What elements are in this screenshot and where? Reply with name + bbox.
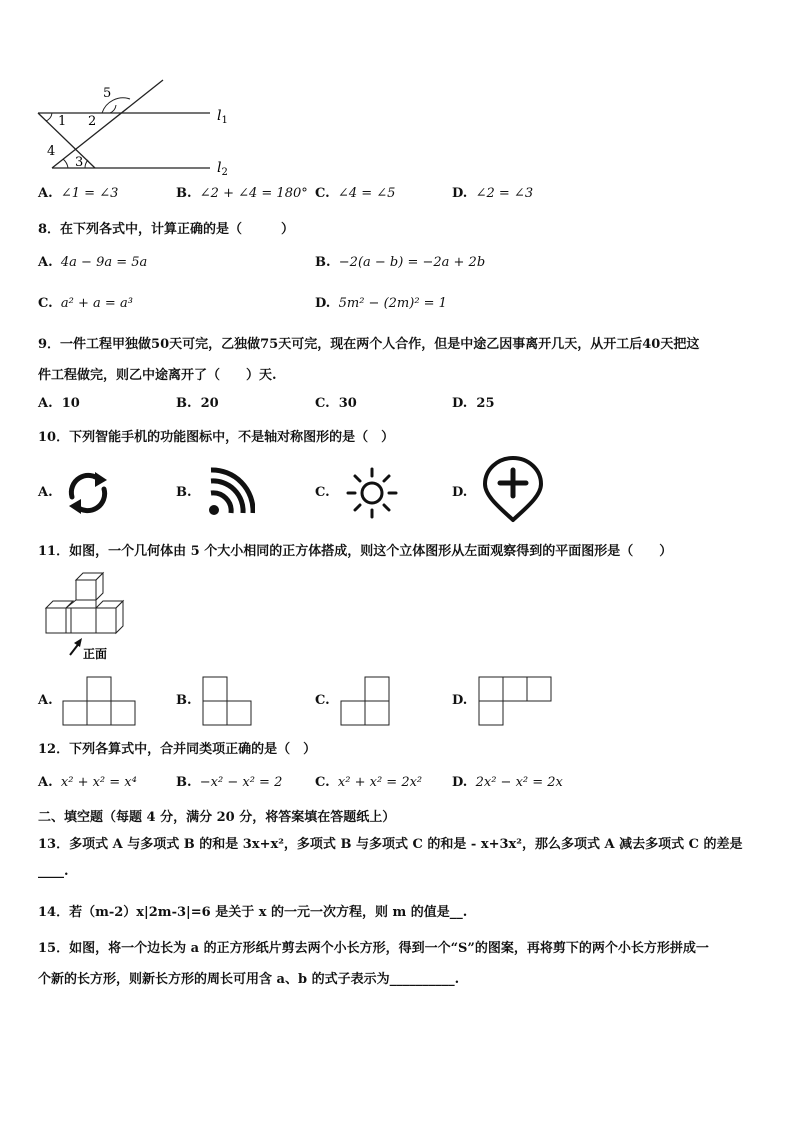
q7-option-a[interactable]: A. ∠1 = ∠3 xyxy=(38,186,119,201)
q9-option-a[interactable]: A. 10 xyxy=(38,396,80,411)
angle-label-3: 3 xyxy=(75,155,84,170)
q12-stem: 12．下列各算式中，合并同类项正确的是（ ） xyxy=(38,742,317,757)
q12-option-c[interactable]: C. x² + x² = 2x² xyxy=(315,775,423,790)
q11-option-a-label[interactable]: A. xyxy=(38,693,53,708)
q11-option-b-label[interactable]: B. xyxy=(176,693,192,708)
q9-stem-line1: 9．一件工程甲独做50天可完，乙独做75天可完，现在两个人合作，但是中途乙因事离开几天，从开工后40天把这 xyxy=(38,337,700,352)
q9-option-c[interactable]: C. 30 xyxy=(315,396,357,411)
q11-option-d-label[interactable]: D. xyxy=(452,693,468,708)
q10-option-c-label[interactable]: C. xyxy=(315,485,330,500)
q11-option-b-shape xyxy=(202,675,256,727)
q12-option-d[interactable]: D. 2x² − x² = 2x xyxy=(452,775,563,790)
q9-option-d[interactable]: D. 25 xyxy=(452,396,495,411)
q9-stem-line2: 件工程做完，则乙中途离开了（ ）天. xyxy=(38,368,277,383)
q13-line1: 13．多项式 A 与多项式 B 的和是 3x+x²，多项式 B 与多项式 C 的和是 - x+3x²，那么多项式 A 减去多项式 C 的差是 xyxy=(38,837,743,852)
q15-line2: 个新的长方形，则新长方形的周长可用含 a、b 的式子表示为__________. xyxy=(38,972,460,987)
q12-option-a[interactable]: A. x² + x² = x⁴ xyxy=(38,775,137,790)
q8-option-d[interactable]: D. 5m² − (2m)² = 1 xyxy=(315,296,447,311)
q8-option-c[interactable]: C. a² + a = a³ xyxy=(38,296,133,311)
parallel-lines-figure xyxy=(30,75,250,180)
q12-option-b[interactable]: B. −x² − x² = 2 xyxy=(176,775,283,790)
angle-label-5: 5 xyxy=(103,86,112,101)
q10-stem: 10．下列智能手机的功能图标中，不是轴对称图形的是（ ） xyxy=(38,430,395,445)
q10-option-d-label[interactable]: D. xyxy=(452,485,468,500)
location-pin-plus-icon xyxy=(480,456,546,524)
angle-label-2: 2 xyxy=(88,114,97,129)
q11-option-c-shape xyxy=(340,675,394,727)
q8-option-b[interactable]: B. −2(a − b) = −2a + 2b xyxy=(315,255,486,270)
line-label-l2: $l_2$ xyxy=(217,160,228,178)
q7-option-b[interactable]: B. ∠2 + ∠4 = 180° xyxy=(176,186,308,201)
q8-stem: 8．在下列各式中，计算正确的是（ ） xyxy=(38,222,295,237)
sync-icon xyxy=(62,467,114,519)
q15-line1: 15．如图，将一个边长为 a 的正方形纸片剪去两个小长方形，得到一个“S”的图案，再将剪下的两个小长方形拼成一 xyxy=(38,941,709,956)
q7-option-c[interactable]: C. ∠4 = ∠5 xyxy=(315,186,396,201)
q13-answer-blank[interactable]: ____. xyxy=(38,864,69,879)
q9-option-b[interactable]: B. 20 xyxy=(176,396,219,411)
q8-option-a[interactable]: A. 4a − 9a = 5a xyxy=(38,255,148,270)
q14-text: 14．若（m-2）x|2m-3|=6 是关于 x 的一元一次方程，则 m 的值是__. xyxy=(38,905,468,920)
q11-option-c-label[interactable]: C. xyxy=(315,693,330,708)
front-view-label: 正面 xyxy=(83,647,108,661)
q10-option-a-label[interactable]: A. xyxy=(38,485,53,500)
q10-option-b-label[interactable]: B. xyxy=(176,485,192,500)
sun-brightness-icon xyxy=(345,466,399,520)
wifi-signal-icon xyxy=(205,467,255,519)
line-label-l1: $l_1$ xyxy=(217,108,228,126)
q11-option-d-shape xyxy=(478,675,556,727)
q7-option-d[interactable]: D. ∠2 = ∠3 xyxy=(452,186,534,201)
cube-solid-figure xyxy=(36,570,136,662)
angle-label-1: 1 xyxy=(58,114,67,129)
section-heading: 二、填空题（每题 4 分，满分 20 分，将答案填在答题纸上） xyxy=(38,810,396,825)
q11-stem: 11．如图，一个几何体由 5 个大小相同的正方体搭成，则这个立体图形从左面观察得到的平面图形是（ ） xyxy=(38,544,673,559)
angle-label-4: 4 xyxy=(47,144,56,159)
q11-option-a-shape xyxy=(62,675,140,727)
